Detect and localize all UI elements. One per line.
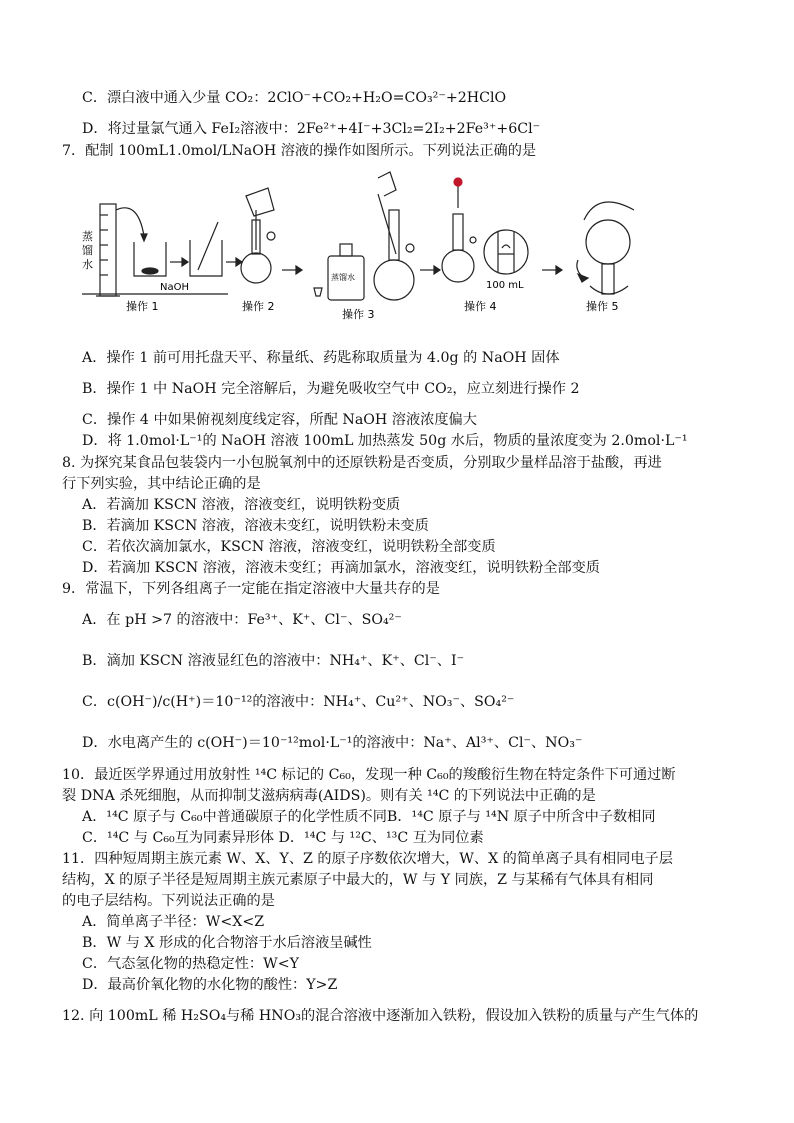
label-wash-bottle: 蒸馏水: [331, 273, 355, 282]
q11-stem-2: 结构，X 的原子半径是短周期主族元素原子中最大的，W 与 Y 同族，Z 与某稀有气体具有相同: [62, 872, 654, 888]
q11-option-d: D．最高价氧化物的水化物的酸性：Y>Z: [82, 977, 338, 993]
q8-option-c: C．若依次滴加氯水，KSCN 溶液，溶液变红，说明铁粉全部变质: [82, 539, 496, 555]
label-naoh: NaOH: [160, 282, 189, 293]
q7-option-c: C．操作 4 中如果俯视刻度线定容，所配 NaOH 溶液浓度偏大: [82, 412, 477, 428]
q6-option-c: C．漂白液中通入少量 CO₂：2ClO⁻+CO₂+H₂O=CO₃²⁻+2HClO: [82, 90, 507, 106]
q10-options-cd: C．¹⁴C 与 C₆₀互为同素异形体 D．¹⁴C 与 ¹²C、¹³C 互为同位素: [82, 830, 484, 846]
q9-option-b: B．滴加 KSCN 溶液显红色的溶液中：NH₄⁺、K⁺、Cl⁻、I⁻: [82, 653, 465, 669]
step-2-label: 操作 2: [242, 300, 275, 313]
step-3-label: 操作 3: [342, 308, 375, 320]
q7-option-d: D．将 1.0mol·L⁻¹的 NaOH 溶液 100mL 加热蒸发 50g 水后，物质的量浓度变为 2.0mol·L⁻¹: [82, 433, 688, 449]
q11-option-c: C．气态氢化物的热稳定性：W<Y: [82, 956, 299, 972]
step-5-label: 操作 5: [586, 300, 619, 313]
solution-preparation-figure: [78, 170, 728, 320]
q11-stem-1: 11．四种短周期主族元素 W、X、Y、Z 的原子序数依次增大，W、X 的简单离子具有相同电子层: [62, 851, 673, 867]
q7-option-a: A．操作 1 前可用托盘天平、称量纸、药匙称取质量为 4.0g 的 NaOH 固体: [82, 350, 560, 366]
q7-option-b: B．操作 1 中 NaOH 完全溶解后，为避免吸收空气中 CO₂，应立刻进行操作 2: [82, 381, 580, 397]
q8-option-a: A．若滴加 KSCN 溶液，溶液变红，说明铁粉变质: [82, 497, 401, 513]
q8-option-b: B．若滴加 KSCN 溶液，溶液未变红，说明铁粉未变质: [82, 518, 429, 534]
q9-option-c: C．c(OH⁻)/c(H⁺)＝10⁻¹²的溶液中：NH₄⁺、Cu²⁺、NO₃⁻、SO₄²⁻: [82, 694, 515, 710]
q7-stem: 7．配制 100mL1.0mol/LNaOH 溶液的操作如图所示。下列说法正确的是: [62, 143, 537, 159]
label-water-1: 蒸: [82, 230, 93, 243]
q8-stem-1: 8. 为探究某食品包装袋内一小包脱氧剂中的还原铁粉是否变质，分别取少量样品溶于盐酸，再进: [62, 455, 662, 471]
q11-stem-3: 的电子层结构。下列说法正确的是: [62, 893, 275, 909]
q8-option-d: D．若滴加 KSCN 溶液，溶液未变红；再滴加氯水，溶液变红，说明铁粉全部变质: [82, 560, 600, 576]
q6-option-d: D．将过量氯气通入 FeI₂溶液中：2Fe²⁺+4I⁻+3Cl₂=2I₂+2Fe³⁺+6Cl⁻: [82, 121, 541, 137]
step-1-label: 操作 1: [126, 300, 159, 313]
label-water-3: 水: [82, 258, 93, 271]
q10-stem-1: 10．最近医学界通过用放射性 ¹⁴C 标记的 C₆₀，发现一种 C₆₀的羧酸衍生物在特定条件下可通过断: [62, 767, 676, 783]
q11-option-b: B．W 与 X 形成的化合物溶于水后溶液呈碱性: [82, 935, 372, 951]
step-4-label: 操作 4: [464, 300, 497, 313]
q11-option-a: A．简单离子半径：W<X<Z: [82, 914, 265, 930]
q10-stem-2: 裂 DNA 杀死细胞，从而抑制艾滋病病毒(AIDS)。则有关 ¹⁴C 的下列说法中正确的是: [62, 788, 596, 804]
q10-options-ab: A．¹⁴C 原子与 C₆₀中普通碳原子的化学性质不同B．¹⁴C 原子与 ¹⁴N 原子中所含中子数相同: [82, 809, 656, 825]
q12-stem: 12. 向 100mL 稀 H₂SO₄与稀 HNO₃的混合溶液中逐渐加入铁粉，假设加入铁粉的质量与产生气体的: [62, 1008, 699, 1024]
label-100ml: 100 mL: [486, 280, 524, 291]
q8-stem-2: 行下列实验，其中结论正确的是: [62, 476, 261, 492]
q9-stem: 9．常温下，下列各组离子一定能在指定溶液中大量共存的是: [62, 581, 440, 597]
q9-option-d: D．水电离产生的 c(OH⁻)＝10⁻¹²mol·L⁻¹的溶液中：Na⁺、Al³⁺、Cl⁻、NO₃⁻: [82, 735, 583, 751]
q9-option-a: A．在 pH >7 的溶液中：Fe³⁺、K⁺、Cl⁻、SO₄²⁻: [82, 612, 402, 628]
label-water-2: 馏: [82, 244, 93, 257]
